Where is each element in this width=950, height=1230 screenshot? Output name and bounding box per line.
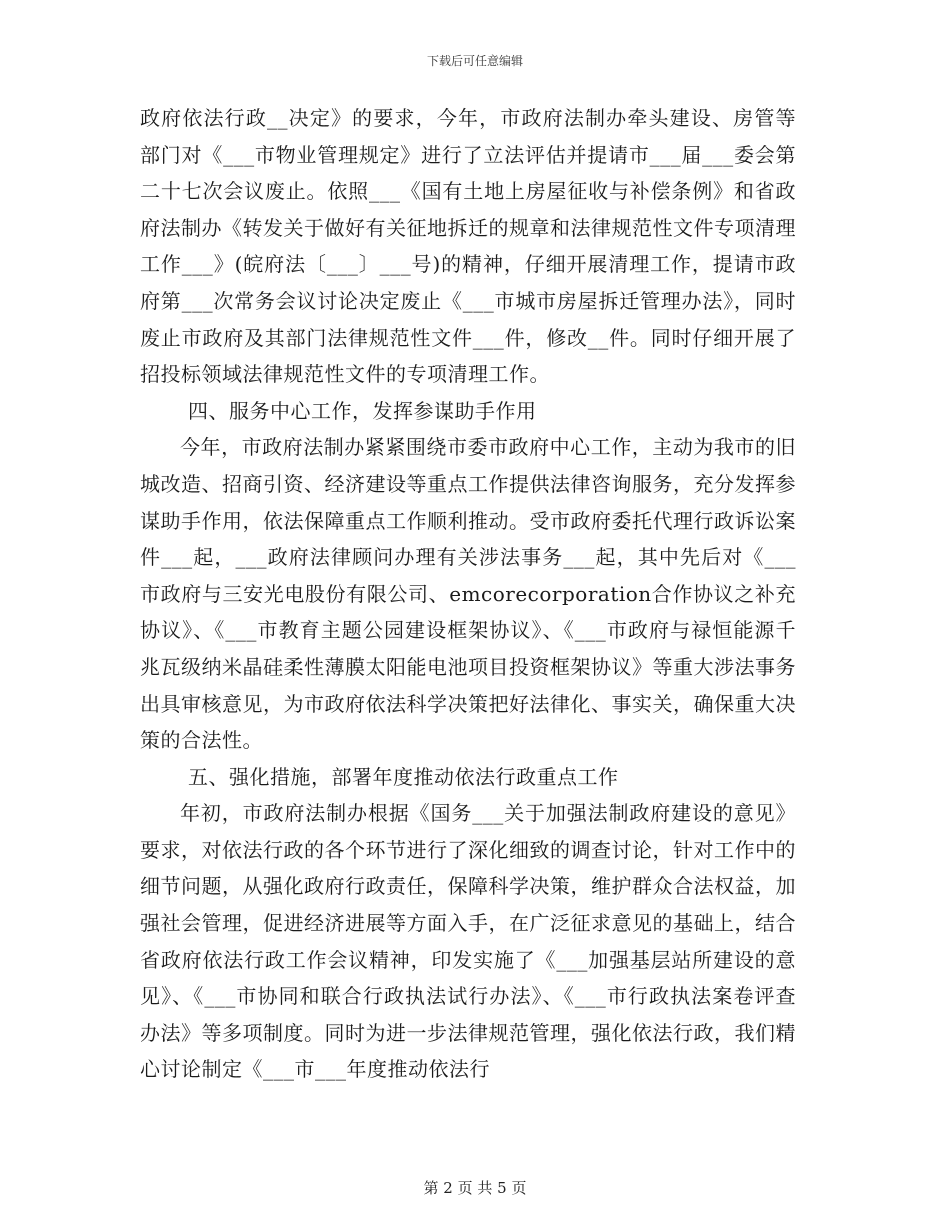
page-number-footer: 第 2 页 共 5 页: [423, 1179, 527, 1197]
section-heading-4: 四、服务中心工作，发挥参谋助手作用: [188, 398, 537, 423]
paragraph-annual-measures: 年初，市政府法制办根据《国务___关于加强法制政府建设的意见》要求，对依法行政的各个环节进行了深化细致的调查讨论，针对工作中的细节问题，从强化政府行政责任，保障科学决策，维护群众合法权益，加强社会管理，促进经济进展等方面入手，在广泛征求意见的基础上，结合省政府依法行政工作会议精神，印发实施了《___加强基层站所建设的意见》、《___市协同和联合行政执法试行办法》、《___市行政执法案卷评查办法》等多项制度。同时为进一步法律规范管理，强化依法行政，我们精心讨论制定《___市___年度推动依法行: [140, 801, 796, 1082]
paragraph-continuation: 政府依法行政__决定》的要求，今年，市政府法制办牵头建设、房管等部门对《___市物业管理规定》进行了立法评估并提请市___届___委会第二十七次会议废止。依照___《国有土地上房屋征收与补偿条例》和省政府法制办《转发关于做好有关征地拆迁的规章和法律规范性文件专项清理工作___》(皖府法〔___〕___号)的精神，仔细开展清理工作，提请市政府第___次常务会议讨论决定废止《___市城市房屋拆迁管理办法》，同时废止市政府及其部门法律规范性文件___件，修改__件。同时仔细开展了招投标领域法律规范性文件的专项清理工作。: [140, 106, 796, 387]
section-heading-5: 五、强化措施，部署年度推动依法行政重点工作: [188, 764, 619, 789]
paragraph-service-center: 今年，市政府法制办紧紧围绕市委市政府中心工作，主动为我市的旧城改造、招商引资、经济建设等重点工作提供法律咨询服务，充分发挥参谋助手作用，依法保障重点工作顺利推动。受市政府委托代理行政诉讼案件___起，___政府法律顾问办理有关涉法事务___起，其中先后对《___市政府与三安光电股份有限公司、emcorecorporation合作协议之补充协议》、《___市教育主题公园建设框架协议》、《___市政府与禄恒能源千兆瓦级纳米晶硅柔性薄膜太阳能电池项目投资框架协议》等重大涉法事务出具审核意见，为市政府依法科学决策把好法律化、事实关，确保重大决策的合法性。: [140, 435, 796, 753]
document-body: [140, 100, 796, 1088]
page-header-note: 下载后可任意编辑: [426, 54, 523, 68]
